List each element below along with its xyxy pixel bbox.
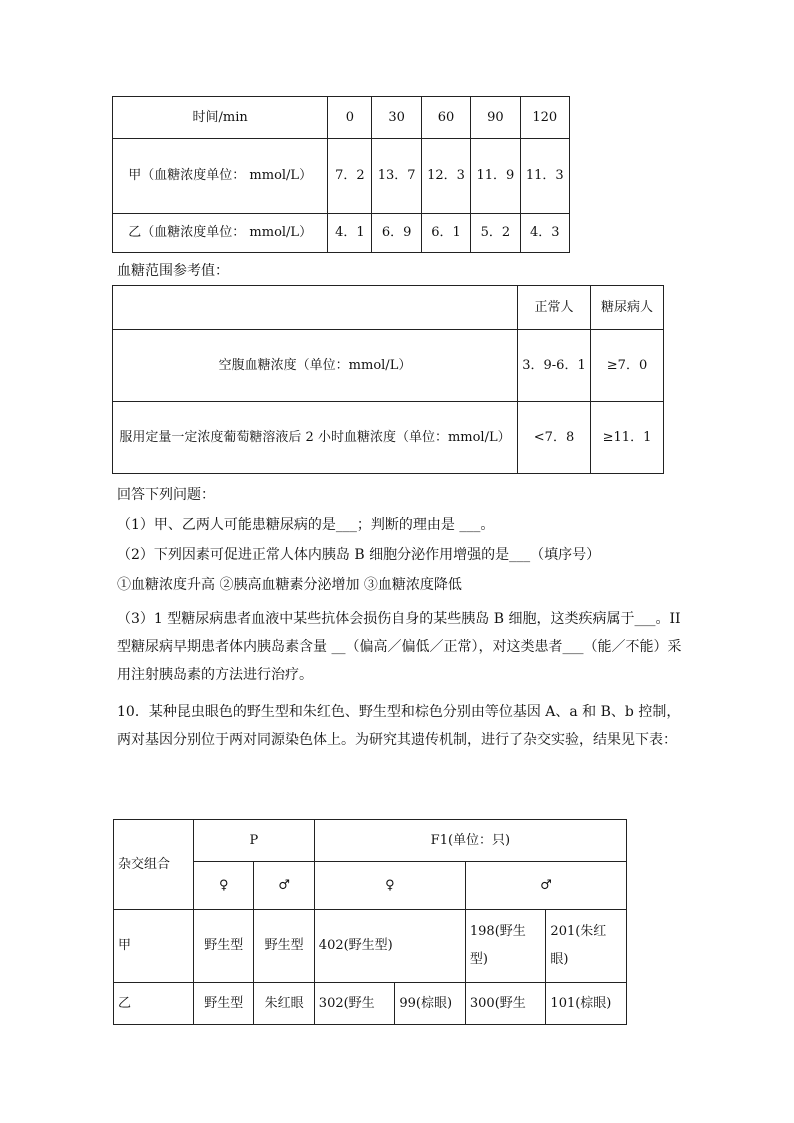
question-3: （3）1 型糖尿病患者血液中某些抗体会损伤自身的某些胰岛 B 细胞，这类疾病属于___。II 型糖尿病早期患者体内胰岛素含量 __（偏高／偏低／正常），对这类患者___（能／不能）采用注射胰岛素的方法进行治疗。 [117,611,682,683]
table-cell: 11．3 [520,139,569,214]
table-row [113,139,570,214]
table-cell: 3．9-6．1 [518,330,591,402]
table-cell: 服用定量一定浓度葡萄糖溶液后 2 小时血糖浓度（单位：mmol/L） [113,402,518,474]
table-cell: 野生型 [194,983,254,1025]
table-cell: P [194,820,315,862]
blood-glucose-table [112,96,570,253]
table-cell: ♀ [194,862,254,910]
table-cell: 120 [520,97,569,139]
table-row [113,97,570,139]
table-cell: 乙 [114,983,194,1025]
table-cell: 90 [471,97,520,139]
table-cell: 99(棕眼) [395,983,466,1025]
table-cell: 201(朱红眼) [546,910,627,983]
table-cell: ♂ [254,862,314,910]
table-cell: 正常人 [518,286,591,330]
table-cell: ≥7．0 [591,330,664,402]
table-row [113,286,664,330]
table-cell: 杂交组合 [114,820,194,910]
table-row [114,820,627,862]
table-cell: 甲（血糖浓度单位： mmol/L） [113,139,328,214]
table-cell [113,286,518,330]
table-cell: 空腹血糖浓度（单位：mmol/L） [113,330,518,402]
table-cell: 乙（血糖浓度单位： mmol/L） [113,214,328,253]
table-cell: 11．9 [471,139,520,214]
table-cell: 时间/min [113,97,328,139]
cross-table [113,819,627,1025]
question-2-options: ①血糖浓度升高 ②胰高血糖素分泌增加 ③血糖浓度降低 [117,577,462,593]
table-cell: 甲 [114,910,194,983]
table-cell: 198(野生型) [465,910,546,983]
question-2: （2）下列因素可促进正常人体内胰岛 B 细胞分泌作用增强的是___（填序号） [117,547,601,563]
table-cell: 4．3 [520,214,569,253]
table-row [113,402,664,474]
table-cell: 野生型 [194,910,254,983]
table-row [114,983,627,1025]
table-row [113,330,664,402]
table-cell: 30 [372,97,421,139]
table-cell: 6．1 [421,214,470,253]
table-cell: 0 [328,97,372,139]
table-cell: 7．2 [328,139,372,214]
table-cell: 60 [421,97,470,139]
table-cell: ♂ [465,862,626,910]
table-cell: 300(野生 [465,983,546,1025]
table-cell: <7．8 [518,402,591,474]
table-cell: 302(野生 [314,983,395,1025]
table-row [113,214,570,253]
question-intro: 回答下列问题： [117,487,215,503]
table-row [114,910,627,983]
table-cell: ≥11．1 [591,402,664,474]
table-cell: 402(野生型) [314,910,465,983]
table-cell: 糖尿病人 [591,286,664,330]
table-cell: 13．7 [372,139,421,214]
table-cell: 野生型 [254,910,314,983]
table-cell: 朱红眼 [254,983,314,1025]
table-cell: 101(棕眼) [546,983,627,1025]
table-cell: 6．9 [372,214,421,253]
reference-table [112,285,664,474]
table-cell: ♀ [314,862,465,910]
question-10: 10．某种昆虫眼色的野生型和朱红色、野生型和棕色分别由等位基因 A、a 和 B、b 控制，两对基因分别位于两对同源染色体上。为研究其遗传机制，进行了杂交实验，结果见下表： [117,704,681,748]
table-cell: 4．1 [328,214,372,253]
table-cell: F1(单位：只) [314,820,626,862]
reference-title: 血糖范围参考值： [117,263,229,279]
table-cell: 12．3 [421,139,470,214]
question-1: （1）甲、乙两人可能患糖尿病的是___；判断的理由是 ___。 [117,517,495,533]
table-cell: 5．2 [471,214,520,253]
